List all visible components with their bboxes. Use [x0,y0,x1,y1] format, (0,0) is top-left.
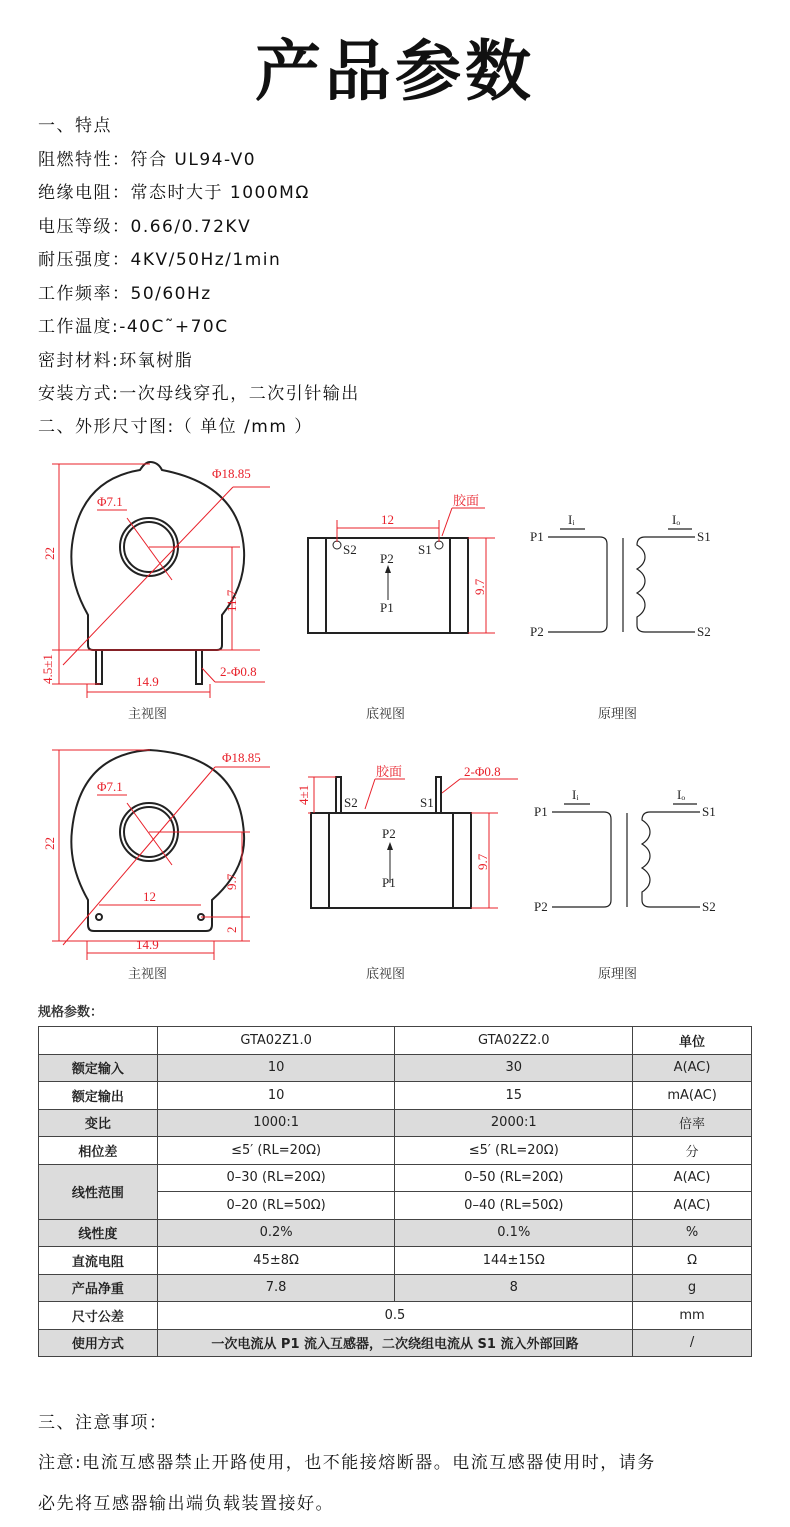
secondary-current-label: Iₒ [672,512,681,527]
cell: 30 [395,1054,633,1082]
cell: % [633,1219,752,1247]
height-label: 22 [42,837,57,850]
s1-terminal: S1 [697,529,711,544]
table-header [39,1027,752,1055]
header-cell: GTA02Z1.0 [157,1027,395,1055]
cell: 8 [395,1274,633,1302]
cell: A(AC) [633,1164,752,1192]
inner-diameter-label: Φ7.1 [97,494,123,509]
p1-terminal: P1 [534,804,548,819]
pin-length-label: 4±1 [296,784,311,805]
depth-label: 9.7 [472,578,487,595]
cell: 0.1% [395,1219,633,1247]
caption-front-view: 主视图 [128,967,168,982]
glue-face-label: 胶面 [453,494,480,509]
row-label: 直流电阻 [39,1247,158,1275]
p1-terminal: P1 [530,529,544,544]
table-row [39,1274,752,1302]
table-row [39,1302,752,1330]
primary-current-label: Iᵢ [568,512,575,527]
row-label: 线性范围 [39,1164,158,1219]
front-view-outline [71,750,244,931]
height-label: 22 [42,547,57,560]
cell: 0–40 (RL=50Ω) [395,1192,633,1220]
pin-offset-label: 2 [224,926,239,933]
p2-terminal: P2 [534,899,548,914]
outer-diameter-label: Φ18.85 [212,466,251,481]
pin-spacing-label: 12 [381,512,394,527]
s1-label: S1 [418,542,432,557]
dimension-diagram-1 [0,450,790,730]
header-cell: GTA02Z2.0 [395,1027,633,1055]
feature-item: 绝缘电阻：常态时大于 1000MΩ [38,183,310,203]
feature-item: 密封材料:环氧树脂 [38,351,194,371]
table-row [39,1247,752,1275]
cell: 0.5 [157,1302,632,1330]
table-row [39,1054,752,1082]
depth-label: 9.7 [475,853,490,870]
primary-current-label: Iᵢ [572,787,579,802]
cell: ≤5′ (RL=20Ω) [395,1137,633,1165]
cell: mm [633,1302,752,1330]
note-line: 必先将互感器输出端负载装置接好。 [38,1494,334,1514]
caption-principle: 原理图 [598,967,638,982]
feature-item: 电压等级：0.66/0.72KV [38,217,252,237]
table-row [39,1219,752,1247]
notes-heading: 三、注意事项： [38,1413,168,1433]
s1-terminal: S1 [702,804,716,819]
table-row [39,1109,752,1137]
page-title: 产品参数 [255,33,535,110]
row-label: 额定输出 [39,1082,158,1110]
cell: 分 [633,1137,752,1165]
table-row [39,1137,752,1165]
s2-terminal: S2 [702,899,716,914]
s2-label: S2 [344,795,358,810]
table-row [39,1164,752,1192]
features-heading: 一、特点 [38,116,112,136]
note-line: 注意:电流互感器禁止开路使用，也不能接熔断器。电流互感器使用时，请务 [38,1453,656,1473]
s2-label: S2 [343,542,357,557]
row-label: 线性度 [39,1219,158,1247]
pin-spacing-label: 12 [143,889,156,904]
principle-schematic [552,804,700,907]
s2-terminal: S2 [697,624,711,639]
s1-label: S1 [420,795,434,810]
dimension-heading: 二、外形尺寸图:（ 单位 /mm ） [38,417,313,437]
width-label: 14.9 [136,937,159,952]
outer-diameter-label: Φ18.85 [222,750,261,765]
spec-table [38,1026,752,1357]
cell: 10 [157,1082,395,1110]
cell: 0.2% [157,1219,395,1247]
p1-label: P1 [380,600,394,615]
spec-label: 规格参数： [38,1005,104,1020]
row-label: 额定输入 [39,1054,158,1082]
cell: 0–30 (RL=20Ω) [157,1164,395,1192]
header-cell [39,1027,158,1055]
cell: / [633,1329,752,1357]
center-height-label: 9.7 [224,873,239,890]
feature-item: 工作频率：50/60Hz [38,284,212,304]
cell: 0–20 (RL=50Ω) [157,1192,395,1220]
row-label: 相位差 [39,1137,158,1165]
width-label: 14.9 [136,674,159,689]
caption-bottom-view: 底视图 [366,967,406,982]
p1-label: P1 [382,875,396,890]
center-height-label: 11.7 [224,589,239,612]
pins-label: 2-Φ0.8 [464,764,501,779]
cell: 一次电流从 P1 流入互感器，二次绕组电流从 S1 流入外部回路 [157,1329,632,1357]
feature-item: 工作温度:-40C˜+70C [38,317,229,337]
caption-front-view: 主视图 [128,707,168,722]
pins-label: 2-Φ0.8 [220,664,257,679]
table-row [39,1329,752,1357]
cell: 15 [395,1082,633,1110]
cell: A(AC) [633,1192,752,1220]
inner-diameter-label: Φ7.1 [97,779,123,794]
cell: 0–50 (RL=20Ω) [395,1164,633,1192]
cell: g [633,1274,752,1302]
secondary-current-label: Iₒ [677,787,686,802]
row-label: 尺寸公差 [39,1302,158,1330]
caption-principle: 原理图 [598,707,638,722]
feature-item: 耐压强度：4KV/50Hz/1min [38,250,282,270]
cell: Ω [633,1247,752,1275]
cell: mA(AC) [633,1082,752,1110]
row-label: 产品净重 [39,1274,158,1302]
feature-item: 安装方式:一次母线穿孔，二次引针输出 [38,384,360,404]
pin-length-label: 4.5±1 [40,654,55,684]
cell: ≤5′ (RL=20Ω) [157,1137,395,1165]
p2-label: P2 [382,826,396,841]
cell: 1000:1 [157,1109,395,1137]
principle-schematic [548,529,695,632]
p2-label: P2 [380,551,394,566]
p2-terminal: P2 [530,624,544,639]
header-cell: 单位 [633,1027,752,1055]
feature-item: 阻燃特性：符合 UL94-V0 [38,150,257,170]
cell: 10 [157,1054,395,1082]
cell: 45±8Ω [157,1247,395,1275]
glue-face-label: 胶面 [376,765,403,780]
cell: 2000:1 [395,1109,633,1137]
row-label: 变比 [39,1109,158,1137]
dimension-diagram-2 [0,735,790,995]
table-row [39,1082,752,1110]
cell: 144±15Ω [395,1247,633,1275]
cell: 倍率 [633,1109,752,1137]
cell: A(AC) [633,1054,752,1082]
caption-bottom-view: 底视图 [366,707,406,722]
cell: 7.8 [157,1274,395,1302]
row-label: 使用方式 [39,1329,158,1357]
